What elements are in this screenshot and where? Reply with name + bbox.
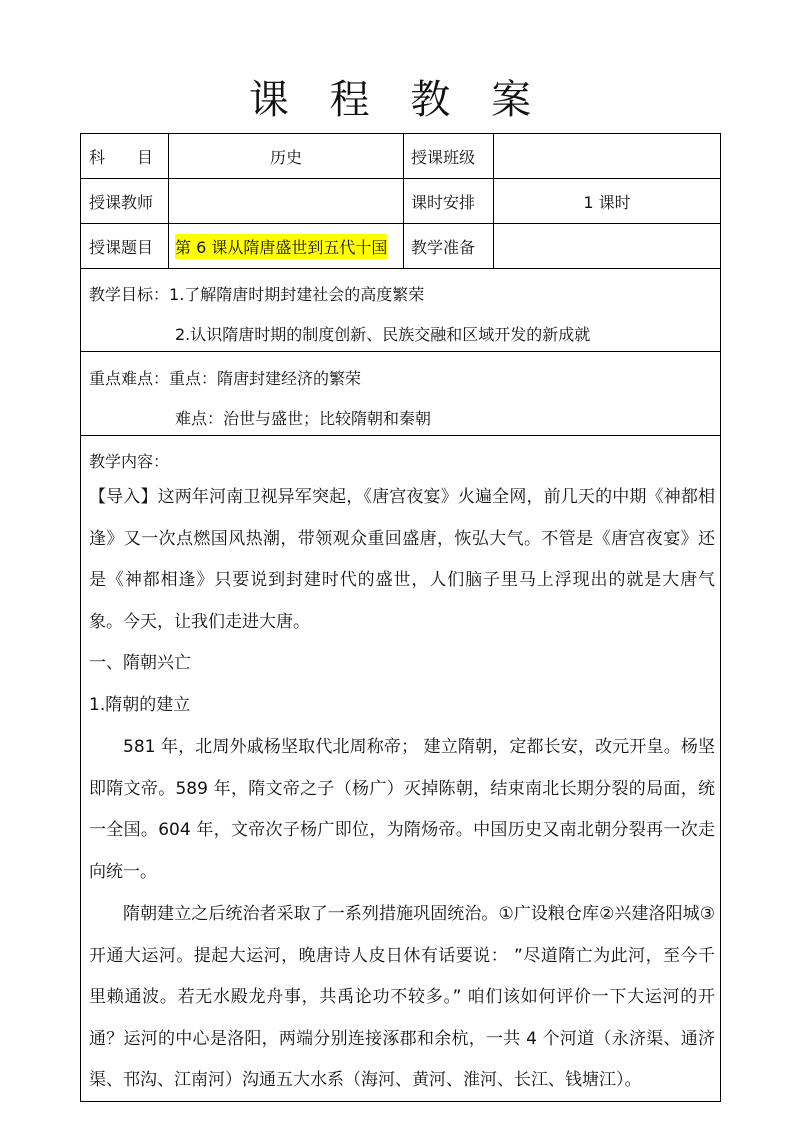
teacher-value [169, 179, 403, 223]
body-paragraph: 581 年，北周外戚杨坚取代北周称帝； 建立隋朝，定都长安，改元开皇。杨坚即隋文帝。589 年，隋文帝之子（杨广）灭掉陈朝，结束南北长期分裂的局面，统一全国。604 年，文帝次子杨广即位，为隋炀帝。中国历史又南北朝分裂再一次走向统一。 [89, 737, 715, 882]
intro-paragraph: 【导入】这两年河南卫视异军突起，《唐宫夜宴》火遍全网，前几天的中期《神都相逢》又一次点燃国风热潮，带领观众重回盛唐，恢弘大气。不管是《唐宫夜宴》还是《神都相逢》只要说到封建时代的盛世，人们脑子里马上浮现出的就是大唐气象。今天，让我们走进大唐。 [89, 487, 715, 632]
key-point: 重点：隋唐封建经济的繁荣 [169, 369, 362, 388]
period-value: 1 课时 [583, 192, 631, 212]
teacher-label: 授课教师 [89, 192, 154, 212]
row-divider [81, 268, 720, 269]
objectives-label: 教学目标： [89, 285, 170, 304]
difficulty-point: 难点：治世与盛世；比较隋朝和秦朝 [175, 409, 432, 428]
section-heading: 一、隋朝兴亡 [89, 653, 191, 673]
document-title: 课 程 教 案 [248, 77, 546, 123]
objective-item: 2.认识隋唐时期的制度创新、民族交融和区域开发的新成就 [175, 325, 591, 344]
key-points-label: 重点难点： [89, 369, 170, 388]
lesson-plan-table [80, 133, 721, 1102]
row-divider [81, 435, 720, 436]
column-divider [403, 134, 404, 268]
objective-item: 1.了解隋唐时期封建社会的高度繁荣 [169, 285, 425, 304]
prep-value [494, 224, 720, 268]
subject-label: 科 目 [89, 147, 154, 167]
content-label: 教学内容： [89, 452, 170, 471]
topic-label: 授课题目 [89, 237, 154, 257]
class-value [494, 134, 720, 178]
prep-label: 教学准备 [411, 237, 476, 257]
class-label: 授课班级 [411, 147, 476, 167]
body-paragraph: 隋朝建立之后统治者采取了一系列措施巩固统治。①广设粮仓库②兴建洛阳城③开通大运河。提起大运河，晚唐诗人皮日休有话要说： ”尽道隋亡为此河，至今千里赖通波。若无水殿龙舟事，共禹论功不较多。” 咱们该如何评价一下大运河的开通？运河的中心是洛阳，两端分别连接涿郡和余杭，一共 4 个河道（永济渠、通济渠、邗沟、江南河）沟通五大水系（海河、黄河、淮河、长江、钱塘江）。 [89, 904, 715, 1091]
key-points-line-1 [89, 366, 715, 389]
period-label: 课时安排 [411, 192, 476, 212]
objectives-line-1 [89, 282, 715, 305]
topic-value: 第 6 课从隋唐盛世到五代十国 [175, 234, 387, 259]
subsection-heading: 1.隋朝的建立 [89, 695, 191, 715]
subject-value: 历史 [269, 147, 302, 167]
row-divider [81, 351, 720, 352]
topic-cell [175, 224, 403, 268]
